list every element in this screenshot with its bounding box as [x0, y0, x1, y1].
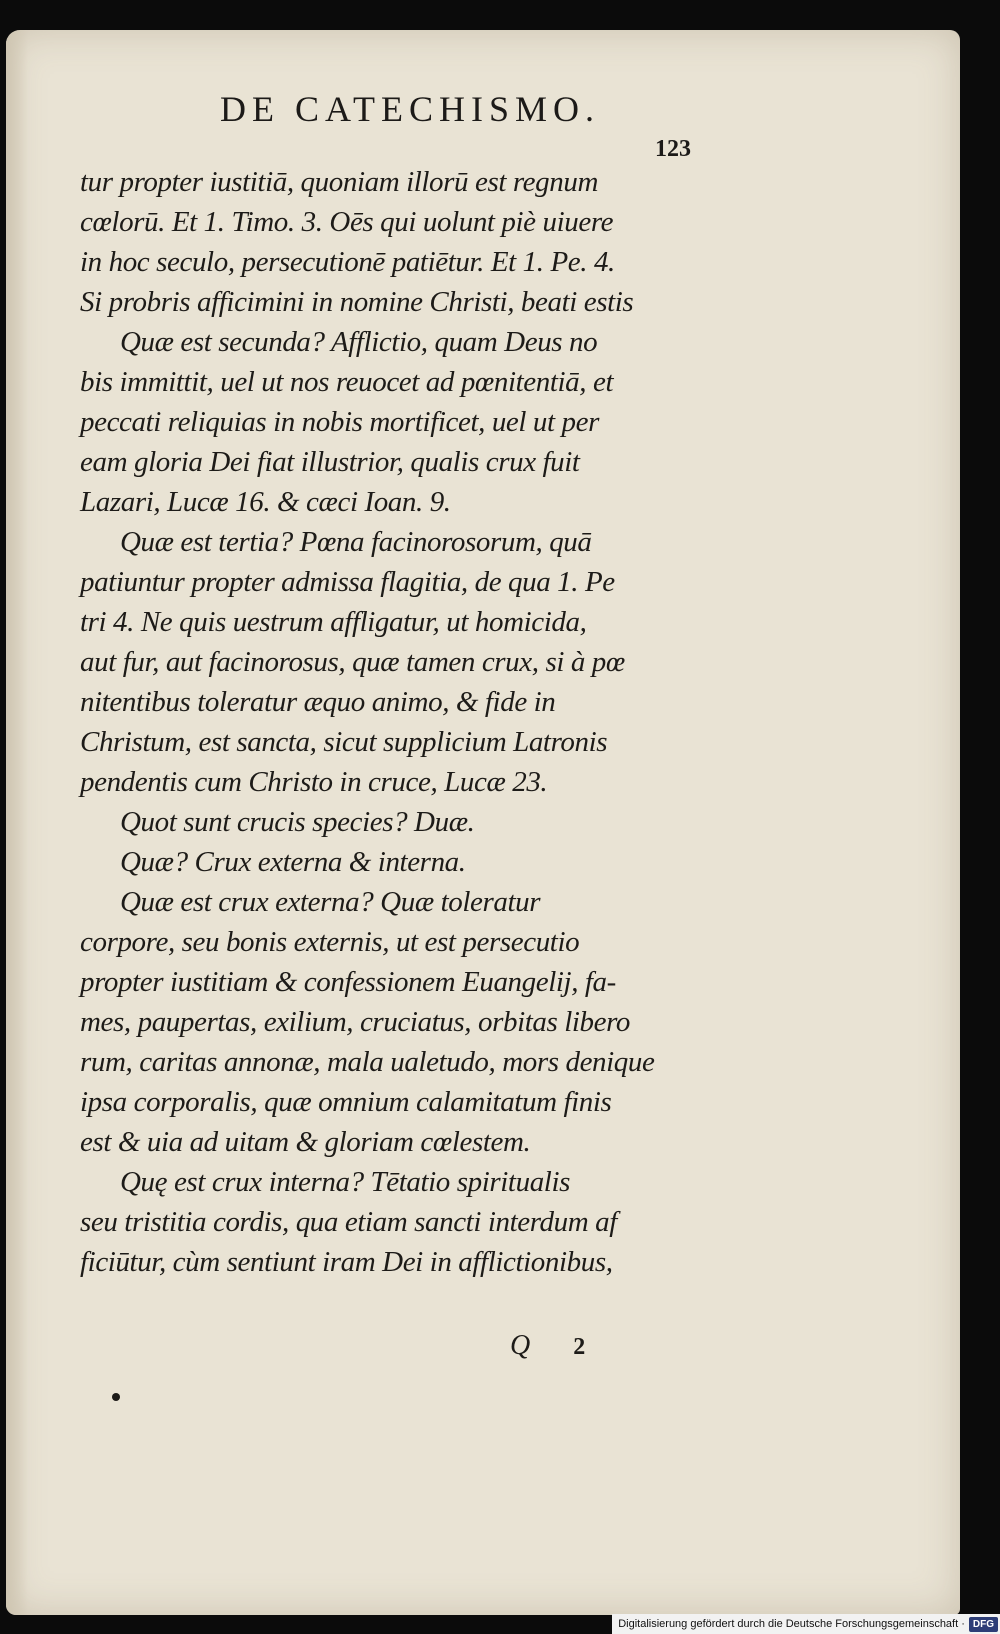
text-line: peccati reliquias in nobis mortificet, uel ut per [80, 406, 599, 438]
body-text [80, 162, 700, 1282]
digitization-credit-bar [612, 1614, 1000, 1634]
text-line: tur propter iustitiā, quoniam illorū est regnum [80, 166, 598, 198]
text-line: tri 4. Ne quis uestrum affligatur, ut homicida, [80, 606, 587, 638]
text-line: est & uia ad uitam & gloriam cœlestem. [80, 1126, 531, 1158]
page-number: 123 [655, 136, 691, 162]
text-line: aut fur, aut facinorosus, quæ tamen crux, si à pœ [80, 646, 625, 678]
text-line: Lazari, Lucæ 16. & cæci Ioan. 9. [80, 486, 451, 518]
text-line: nitentibus toleratur æquo animo, & fide in [80, 686, 556, 718]
text-line: seu tristitia cordis, qua etiam sancti interdum af [80, 1206, 617, 1238]
catchword-row [510, 1330, 585, 1362]
text-line: Quæ est tertia? Pœna facinorosorum, quā [120, 526, 592, 558]
running-header [220, 88, 720, 130]
page-spine-shadow [6, 30, 28, 1615]
text-line: pendentis cum Christo in cruce, Lucæ 23. [80, 766, 548, 798]
dfg-logo: DFG [969, 1617, 998, 1632]
text-line: Quot sunt crucis species? Duæ. [120, 806, 475, 838]
text-line: corpore, seu bonis externis, ut est persecutio [80, 926, 580, 958]
text-line: in hoc seculo, persecutionē patiētur. Et 1. Pe. 4. [80, 246, 615, 278]
text-line: Quę est crux interna? Tētatio spiritualis [120, 1166, 570, 1198]
text-line: cœlorū. Et 1. Timo. 3. Oēs qui uolunt piè uiuere [80, 206, 614, 238]
text-line: rum, caritas annonæ, mala ualetudo, mors denique [80, 1046, 655, 1078]
signature-mark: 2 [573, 1334, 586, 1360]
text-line: propter iustitiam & confessionem Euangelij, fa- [80, 966, 616, 998]
text-line: mes, paupertas, exilium, cruciatus, orbitas libero [80, 1006, 631, 1038]
text-line: Christum, est sancta, sicut supplicium Latronis [80, 726, 608, 758]
text-line: bis immittit, uel ut nos reuocet ad pœnitentiā, et [80, 366, 614, 398]
running-title: DE CATECHISMO. [220, 89, 601, 129]
ink-dot [112, 1393, 120, 1401]
text-line: ipsa corporalis, quæ omnium calamitatum finis [80, 1086, 612, 1118]
text-line: patiuntur propter admissa flagitia, de qua 1. Pe [80, 566, 615, 598]
text-line: ficiūtur, cùm sentiunt iram Dei in afflictionibus, [80, 1246, 613, 1278]
digitization-credit: Digitalisierung gefördert durch die Deutsche Forschungsgemeinschaft · [618, 1618, 965, 1630]
text-line: Quæ est secunda? Afflictio, quam Deus no [120, 326, 598, 358]
text-line: Quæ? Crux externa & interna. [120, 846, 466, 878]
text-line: eam gloria Dei fiat illustrior, qualis crux fuit [80, 446, 580, 478]
catchword: Q [510, 1330, 531, 1361]
text-line: Quæ est crux externa? Quæ toleratur [120, 886, 541, 918]
text-line: Si probris afficimini in nomine Christi, beati estis [80, 286, 634, 318]
